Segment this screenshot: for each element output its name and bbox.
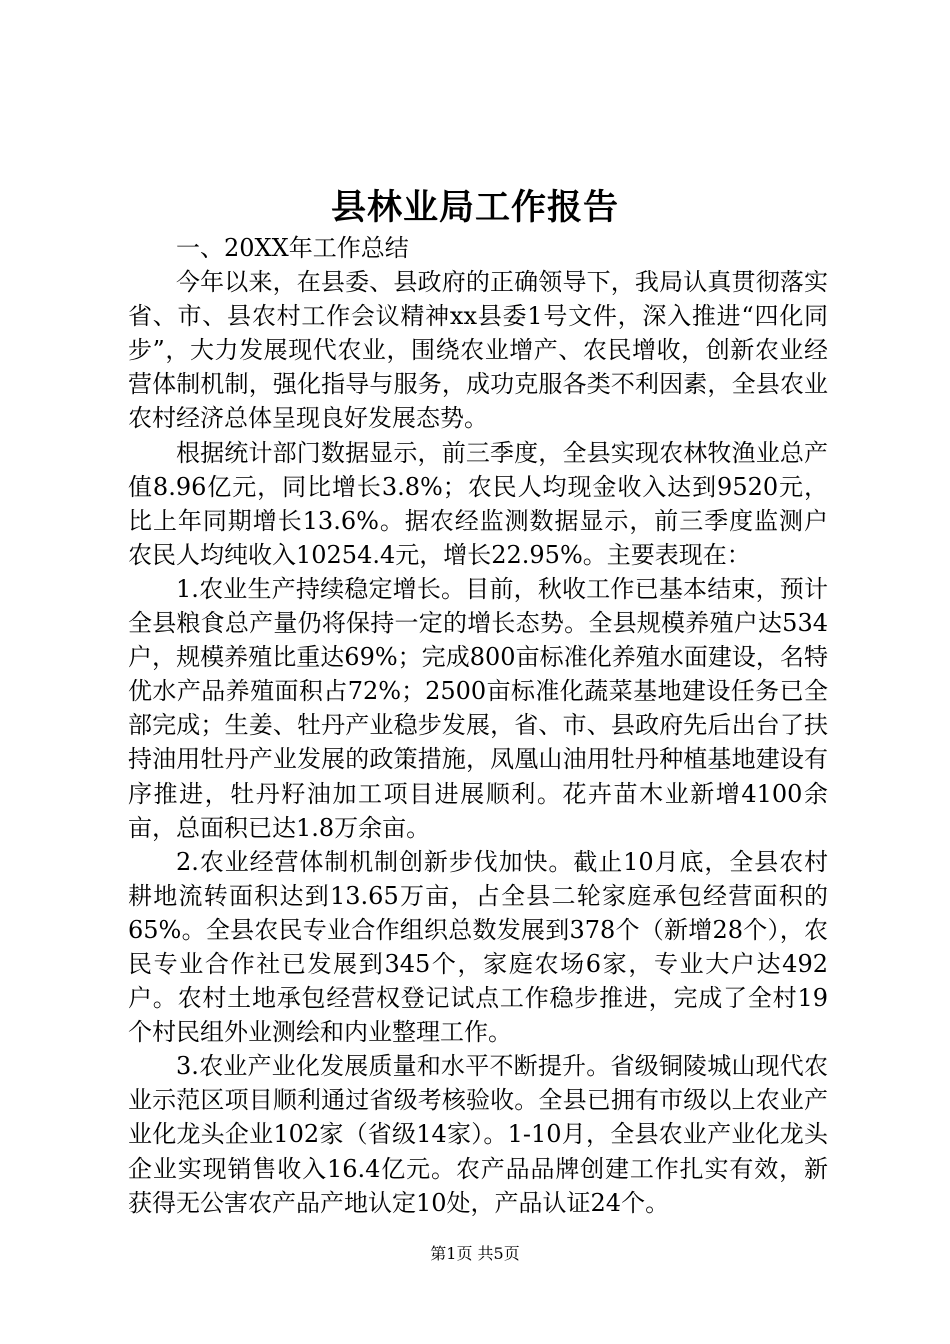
paragraph: 今年以来，在县委、县政府的正确领导下，我局认真贯彻落实省、市、县农村工作会议精神xx县委1号文件，深入推进“四化同步”，大力发展现代农业，围绕农业增产、农民增收，创新农业经营体制机制，强化指导与服务，成功克服各类不利因素，全县农业农村经济总体呈现良好发展态势。: [128, 268, 828, 433]
document-title: 县林业局工作报告: [330, 187, 619, 228]
section-heading: 一、20XX年工作总结: [176, 234, 409, 262]
paragraph: 2.农业经营体制机制创新步伐加快。截止10月底，全县农村耕地流转面积达到13.65万亩，占全县二轮家庭承包经营面积的65%。全县农民专业合作组织总数发展到378个（新增28个），农民专业合作社已发展到345个，家庭农场6家，专业大户达492户。农村土地承包经营权登记试点工作稳步推进，完成了全村19个村民组外业测绘和内业整理工作。: [128, 847, 828, 1047]
page-number: 第1页 共5页: [430, 1244, 520, 1263]
paragraph: 1.农业生产持续稳定增长。目前，秋收工作已基本结束，预计全县粮食总产量仍将保持一定的增长态势。全县规模养殖户达534户，规模养殖比重达69%；完成800亩标准化养殖水面建设，名特优水产品养殖面积占72%；2500亩标准化蔬菜基地建设任务已全部完成；生姜、牡丹产业稳步发展，省、市、县政府先后出台了扶持油用牡丹产业发展的政策措施，凤凰山油用牡丹种植基地建设有序推进，牡丹籽油加工项目进展顺利。花卉苗木业新增4100余亩，总面积已达1.8万余亩。: [128, 574, 828, 842]
paragraph: 3.农业产业化发展质量和水平不断提升。省级铜陵城山现代农业示范区项目顺利通过省级考核验收。全县已拥有市级以上农业产业化龙头企业102家（省级14家）。1-10月，全县农业产业化龙头企业实现销售收入16.4亿元。农产品品牌创建工作扎实有效，新获得无公害农产品产地认定10处，产品认证24个。: [128, 1052, 828, 1217]
paragraph: 根据统计部门数据显示，前三季度，全县实现农林牧渔业总产值8.96亿元，同比增长3.8%；农民人均现金收入达到9520元，比上年同期增长13.6%。据农经监测数据显示，前三季度监测户农民人均纯收入10254.4元，增长22.95%。主要表现在：: [128, 438, 828, 569]
document-body: [128, 231, 828, 1220]
